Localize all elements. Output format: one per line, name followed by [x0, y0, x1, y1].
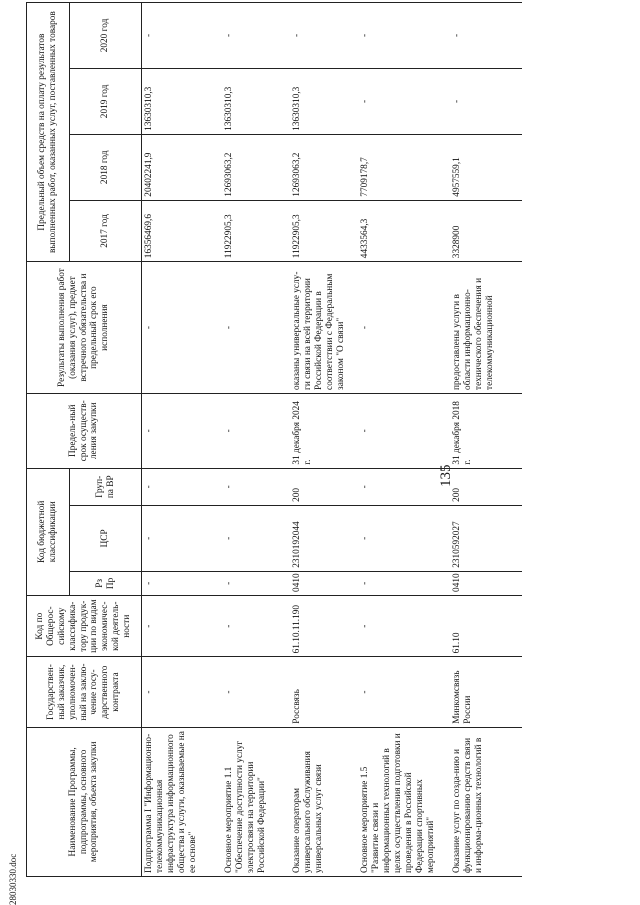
row-name: Оказание операторам универсального обслуживания универсальных услуг связи: [290, 727, 358, 876]
col-okpd-header: Код по Общерос-сийскому классифика-тору продук-ции по видам экономичес-кой деятель-ности: [27, 595, 142, 656]
row-vr: -: [358, 468, 450, 505]
row-rzpr: -: [358, 571, 450, 595]
row-value-2018: 7709178,7: [358, 134, 450, 200]
row-customer: -: [358, 657, 450, 727]
row-deadline: -: [222, 393, 290, 468]
row-value-2018: 12693063,2: [290, 134, 358, 200]
row-value-2019: 13630310,3: [222, 68, 290, 134]
row-value-2017: 16356469,6: [142, 200, 223, 261]
col-deadline-header: Предель-ный срок осуществ-ления закупки: [27, 393, 142, 468]
row-okpd: 61.10.11.190: [290, 595, 358, 656]
row-results: -: [358, 262, 450, 394]
table-row: [358, 3, 450, 877]
row-name: Подпрограмма I "Информационно-телекоммуникационная инфраструктура информационного общества и услуги, оказываемые на ее основе": [142, 727, 223, 876]
row-name: Основное мероприятие 1.1 "Обеспечение доступности услуг электросвязи на территории Российской Федерации": [222, 727, 290, 876]
row-value-2020: -: [222, 3, 290, 69]
row-csr: -: [222, 505, 290, 571]
row-name: Оказание услуг по созда-нию и функционированию средств связи и информа-ционных технологий в: [450, 727, 522, 876]
row-rzpr: 0410: [290, 571, 358, 595]
row-deadline: 31 декабря 2018 г.: [450, 393, 522, 468]
col-results-header: Результаты выполнения работ (оказания услуг), предмет встречного обязательства и предельный срок его исполнения: [27, 262, 142, 394]
row-value-2020: -: [358, 3, 450, 69]
table-row: [222, 3, 290, 877]
row-customer: -: [222, 657, 290, 727]
row-value-2020: -: [290, 3, 358, 69]
row-customer: Минкомсвязь России: [450, 657, 522, 727]
row-customer: Россвязь: [290, 657, 358, 727]
row-value-2017: 11922905,3: [222, 200, 290, 261]
row-value-2017: 3328900: [450, 200, 522, 261]
col-2018-header: 2018 год: [70, 134, 142, 200]
row-okpd: -: [358, 595, 450, 656]
procurement-table: [26, 2, 522, 877]
row-vr: -: [222, 468, 290, 505]
row-value-2018: 12693063,2: [222, 134, 290, 200]
row-results: предоставлены услуги в области информационно-технического обеспечения и телекоммуникационной: [450, 262, 522, 394]
row-deadline: 31 декабря 2024 г.: [290, 393, 358, 468]
budget-classification-header: Код бюджетной классификации: [27, 468, 70, 595]
row-value-2019: 13630310,3: [290, 68, 358, 134]
row-csr: 2310592027: [450, 505, 522, 571]
row-rzpr: 0410: [450, 571, 522, 595]
row-value-2019: -: [450, 68, 522, 134]
row-vr: 200: [290, 468, 358, 505]
row-rzpr: -: [222, 571, 290, 595]
row-okpd: -: [142, 595, 223, 656]
table-row: [290, 3, 358, 877]
col-rzpr-header: Рз Пр: [70, 571, 142, 595]
row-name: Основное мероприятие 1.5 "Развитие связи и информационных технологий в целях осуществления подготовки и проведения в Российской Федерации спортивных мероприятий": [358, 727, 450, 876]
table-row: [142, 3, 223, 877]
row-value-2017: 4433564,3: [358, 200, 450, 261]
col-customer-header: Государствен-ный заказчик, уполномочен-ный на заклю-чение госу-дарственного контракта: [27, 657, 142, 727]
row-value-2020: -: [142, 3, 223, 69]
row-results: -: [142, 262, 223, 394]
row-value-2020: -: [450, 3, 522, 69]
row-deadline: -: [142, 393, 223, 468]
volume-header: Предельный объем средств на оплату результатов выполненных работ, оказанных услуг, поставленных товаров: [27, 3, 70, 262]
row-customer: -: [142, 657, 223, 727]
row-vr: -: [142, 468, 223, 505]
row-csr: -: [142, 505, 223, 571]
row-value-2018: 20402241,9: [142, 134, 223, 200]
row-results: оказаны универсальные услу-ги связи на всей территории Российской Федерации в соответствии с Федеральным законом "О связи": [290, 262, 358, 394]
col-csr-header: ЦСР: [70, 505, 142, 571]
row-results: -: [222, 262, 290, 394]
row-value-2019: 13630310,3: [142, 68, 223, 134]
row-csr: -: [358, 505, 450, 571]
col-2017-header: 2017 год: [70, 200, 142, 261]
col-2019-header: 2019 год: [70, 68, 142, 134]
row-value-2018: 4957559,1: [450, 134, 522, 200]
document-id: 28030330.doc: [8, 853, 18, 905]
row-okpd: 61.10: [450, 595, 522, 656]
row-okpd: -: [222, 595, 290, 656]
row-rzpr: -: [142, 571, 223, 595]
col-vr-header: Груп-па ВР: [70, 468, 142, 505]
row-csr: 2310192044: [290, 505, 358, 571]
row-deadline: -: [358, 393, 450, 468]
table-row: [450, 3, 522, 877]
page-number: 135: [438, 464, 454, 487]
row-value-2019: -: [358, 68, 450, 134]
row-vr: 200: [450, 468, 522, 505]
col-2020-header: 2020 год: [70, 3, 142, 69]
col-name-header: Наименование Программы, подпрограммы, основного мероприятия, объекта закупки: [27, 727, 142, 876]
row-value-2017: 11922905,3: [290, 200, 358, 261]
